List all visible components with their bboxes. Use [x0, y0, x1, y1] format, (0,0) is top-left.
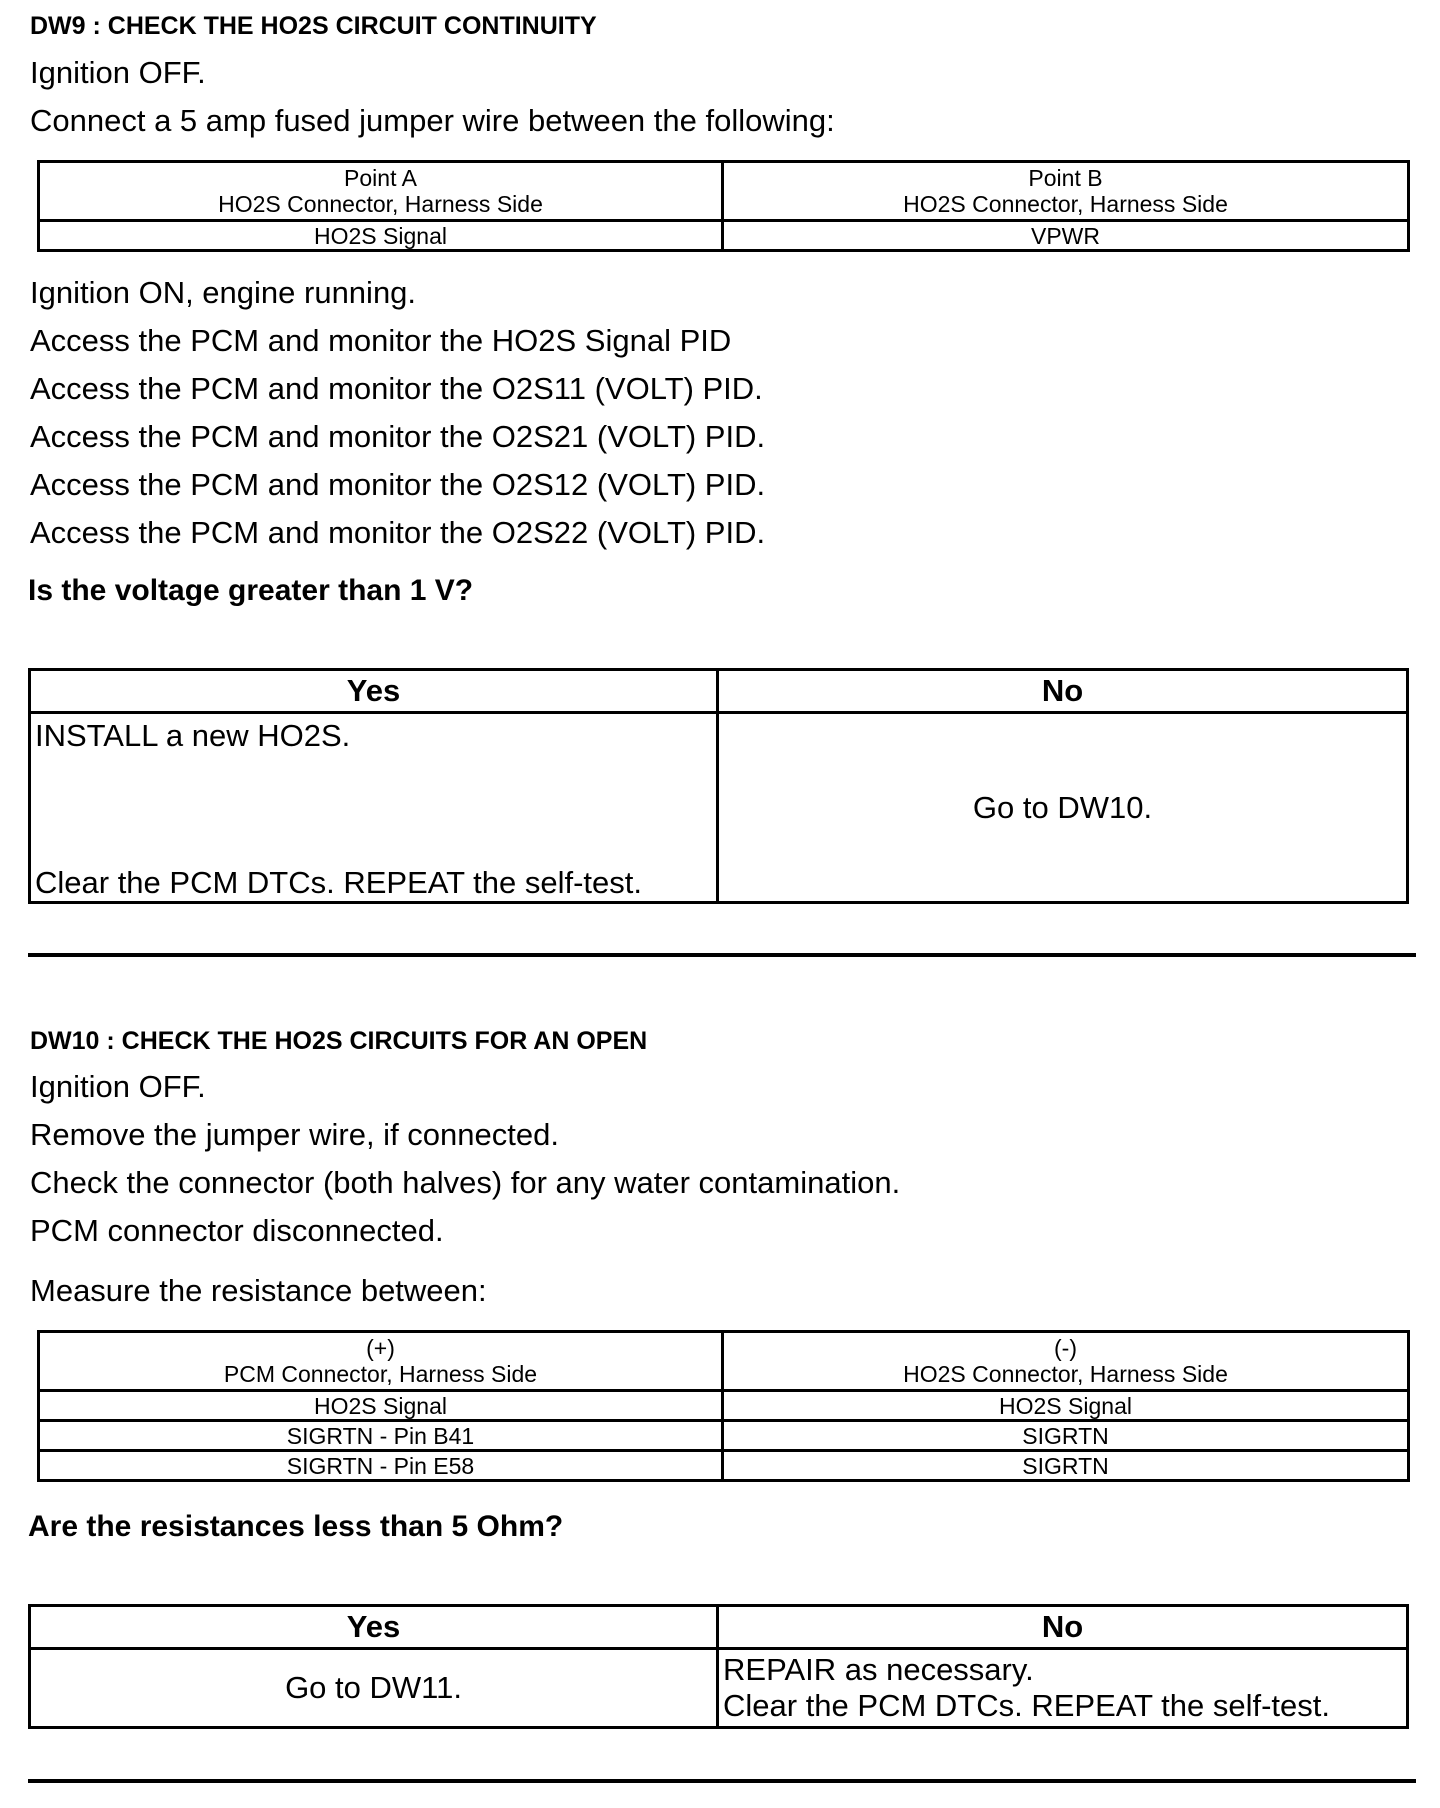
yes-line: INSTALL a new HO2S.: [35, 718, 351, 753]
table-cell: HO2S Signal: [39, 1391, 723, 1421]
dw9-step: Access the PCM and monitor the O2S21 (VOLT) PID.: [30, 419, 766, 454]
dw9-step: Connect a 5 amp fused jumper wire between the following:: [30, 103, 835, 138]
column-subtitle: HO2S Connector, Harness Side: [903, 191, 1228, 217]
dw9-step: Access the PCM and monitor the O2S11 (VOLT) PID.: [30, 371, 763, 406]
dw9-answer-table: [28, 668, 1409, 904]
dw10-question: Are the resistances less than 5 Ohm?: [28, 1510, 564, 1543]
dw10-answer-table: [28, 1604, 1409, 1729]
dw9-question: Is the voltage greater than 1 V?: [28, 574, 474, 607]
table-header-row: [39, 162, 1409, 221]
table-cell: HO2S Signal: [39, 221, 723, 251]
table-row: [30, 713, 1408, 903]
section-divider: [28, 953, 1416, 957]
dw10-step: PCM connector disconnected.: [30, 1213, 444, 1248]
table-row: [39, 1421, 1409, 1451]
no-header: No: [718, 670, 1408, 713]
table-cell: HO2S Signal: [723, 1391, 1409, 1421]
dw9-jumper-table: [37, 160, 1410, 252]
column-subtitle: HO2S Connector, Harness Side: [218, 191, 543, 217]
yes-header: Yes: [30, 670, 718, 713]
column-header: [39, 162, 723, 221]
dw9-step: Ignition ON, engine running.: [30, 275, 417, 310]
column-header: [723, 162, 1409, 221]
dw9-step: Access the PCM and monitor the O2S12 (VOLT) PID.: [30, 467, 766, 502]
column-header: [723, 1332, 1409, 1391]
dw9-step: Access the PCM and monitor the O2S22 (VOLT) PID.: [30, 515, 766, 550]
dw10-step: Ignition OFF.: [30, 1069, 206, 1104]
dw10-heading: DW10 : CHECK THE HO2S CIRCUITS FOR AN OPEN: [30, 1027, 648, 1055]
column-title: (-): [1054, 1335, 1077, 1361]
yes-cell: [30, 713, 718, 903]
dw9-heading: DW9 : CHECK THE HO2S CIRCUIT CONTINUITY: [30, 12, 597, 40]
column-subtitle: PCM Connector, Harness Side: [223, 1361, 538, 1387]
table-row: [30, 1649, 1408, 1728]
no-cell: Go to DW10.: [718, 713, 1408, 903]
table-cell: SIGRTN - Pin B41: [39, 1421, 723, 1451]
dw9-step: Ignition OFF.: [30, 55, 206, 90]
dw10-resistance-table: [37, 1330, 1410, 1482]
dw10-measure-intro: Measure the resistance between:: [30, 1273, 487, 1308]
no-line: Clear the PCM DTCs. REPEAT the self-test.: [723, 1688, 1330, 1723]
table-header-row: [30, 1606, 1408, 1649]
yes-line: Clear the PCM DTCs. REPEAT the self-test.: [35, 865, 642, 900]
table-row: [39, 1451, 1409, 1481]
table-row: [39, 1391, 1409, 1421]
dw10-step: Remove the jumper wire, if connected.: [30, 1117, 559, 1152]
column-subtitle: HO2S Connector, Harness Side: [903, 1361, 1228, 1387]
yes-cell: Go to DW11.: [30, 1649, 718, 1728]
table-header-row: [39, 1332, 1409, 1391]
table-cell: SIGRTN: [723, 1451, 1409, 1481]
column-title: Point B: [1028, 165, 1103, 191]
no-line: REPAIR as necessary.: [723, 1652, 1034, 1687]
table-header-row: [30, 670, 1408, 713]
table-cell: VPWR: [723, 221, 1409, 251]
dw10-step: Check the connector (both halves) for any water contamination.: [30, 1165, 901, 1200]
dw9-step: Access the PCM and monitor the HO2S Signal PID: [30, 323, 732, 358]
column-title: (+): [366, 1335, 395, 1361]
yes-header: Yes: [30, 1606, 718, 1649]
column-title: Point A: [344, 165, 417, 191]
table-cell: SIGRTN - Pin E58: [39, 1451, 723, 1481]
table-row: [39, 221, 1409, 251]
section-divider: [28, 1779, 1416, 1783]
no-cell: [718, 1649, 1408, 1728]
column-header: [39, 1332, 723, 1391]
no-header: No: [718, 1606, 1408, 1649]
table-cell: SIGRTN: [723, 1421, 1409, 1451]
